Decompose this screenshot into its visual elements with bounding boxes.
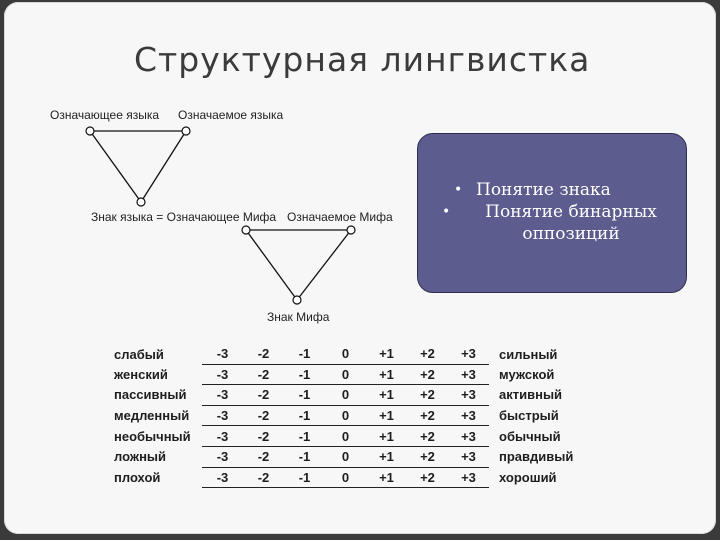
scale-value: +3 bbox=[448, 385, 489, 406]
scale-value: 0 bbox=[325, 385, 366, 406]
triangle-node bbox=[347, 226, 355, 234]
scale-value: +1 bbox=[366, 426, 407, 447]
scale-value: -3 bbox=[202, 364, 243, 385]
triangle-edge bbox=[246, 230, 297, 300]
triangle-node bbox=[242, 226, 250, 234]
label-language-signified: Означаемое языка bbox=[178, 108, 284, 122]
triangle-edge bbox=[297, 230, 351, 300]
scale-value: +1 bbox=[366, 405, 407, 426]
opposition-table bbox=[114, 344, 589, 488]
scale-value: +3 bbox=[448, 446, 489, 467]
left-pole-word: слабый bbox=[114, 346, 164, 362]
scale-value: +3 bbox=[448, 344, 489, 364]
right-pole-word: обычный bbox=[499, 428, 561, 444]
opposition-row bbox=[114, 405, 589, 426]
scale-value: 0 bbox=[325, 344, 366, 364]
scale-value: +2 bbox=[407, 405, 448, 426]
scale-value: +2 bbox=[407, 364, 448, 385]
scale-value: -1 bbox=[284, 364, 325, 385]
left-pole-word: медленный bbox=[114, 408, 190, 424]
scale-value: -1 bbox=[284, 446, 325, 467]
scale-value: +2 bbox=[407, 446, 448, 467]
scale-value: +2 bbox=[407, 467, 448, 488]
scale-value: +3 bbox=[448, 364, 489, 385]
opposition-row bbox=[114, 426, 589, 447]
right-pole-word: сильный bbox=[499, 346, 558, 362]
scale-value: -3 bbox=[202, 344, 243, 364]
opposition-row bbox=[114, 364, 589, 385]
triangle-node bbox=[137, 198, 145, 206]
scale-value: +3 bbox=[448, 426, 489, 447]
left-pole-word: плохой bbox=[114, 469, 161, 485]
triangle-node bbox=[182, 127, 190, 135]
scale-value: -2 bbox=[243, 344, 284, 364]
scale-value: -2 bbox=[243, 385, 284, 406]
bullet-dot-icon: • bbox=[454, 182, 463, 198]
scale-value: -3 bbox=[202, 385, 243, 406]
left-pole-word: пассивный bbox=[114, 387, 187, 403]
scale-value: -1 bbox=[284, 426, 325, 447]
scale-value: +3 bbox=[448, 467, 489, 488]
scale-value: +1 bbox=[366, 364, 407, 385]
triangle-node bbox=[86, 127, 94, 135]
right-pole-word: хороший bbox=[499, 469, 557, 485]
bullet-dot-icon: • bbox=[442, 204, 451, 220]
label-language-sign-myth-signifier: Знак языка = Означающее Мифа bbox=[91, 210, 277, 224]
scale-value: -2 bbox=[243, 467, 284, 488]
scale-value: +1 bbox=[366, 467, 407, 488]
bullet-item bbox=[442, 201, 682, 245]
scale-value: 0 bbox=[325, 467, 366, 488]
right-pole-word: мужской bbox=[499, 366, 555, 382]
scale-value: +2 bbox=[407, 426, 448, 447]
label-myth-sign: Знак Мифа bbox=[267, 310, 330, 324]
opposition-row bbox=[114, 446, 589, 467]
label-myth-signified: Означаемое Мифа bbox=[287, 210, 393, 224]
slide-title: Структурная лингвистка bbox=[134, 40, 591, 79]
opposition-row bbox=[114, 385, 589, 406]
scale-value: -3 bbox=[202, 405, 243, 426]
bullet-text: Понятие знака bbox=[476, 180, 611, 200]
scale-value: +1 bbox=[366, 385, 407, 406]
concepts-callout bbox=[417, 133, 687, 293]
scale-value: -2 bbox=[243, 364, 284, 385]
left-pole-word: женский bbox=[114, 366, 168, 382]
right-pole-word: быстрый bbox=[499, 408, 559, 424]
triangle-edge bbox=[141, 131, 186, 202]
scale-value: -1 bbox=[284, 405, 325, 426]
scale-value: -2 bbox=[243, 405, 284, 426]
semantic-differential-scale bbox=[114, 344, 594, 488]
scale-value: -1 bbox=[284, 467, 325, 488]
scale-value: +2 bbox=[407, 344, 448, 364]
triangle-node bbox=[293, 296, 301, 304]
scale-value: 0 bbox=[325, 446, 366, 467]
scale-value: 0 bbox=[325, 364, 366, 385]
scale-value: +2 bbox=[407, 385, 448, 406]
scale-value: -3 bbox=[202, 426, 243, 447]
scale-value: 0 bbox=[325, 405, 366, 426]
opposition-row bbox=[114, 344, 589, 364]
triangle-edge bbox=[90, 131, 141, 202]
scale-value: +1 bbox=[366, 446, 407, 467]
slide bbox=[4, 2, 716, 534]
scale-value: -1 bbox=[284, 344, 325, 364]
scale-value: -3 bbox=[202, 467, 243, 488]
left-pole-word: ложный bbox=[114, 449, 167, 465]
left-pole-word: необычный bbox=[114, 428, 191, 444]
bullet-text: Понятие бинарных оппозиций bbox=[485, 202, 657, 244]
scale-value: +1 bbox=[366, 344, 407, 364]
scale-value: -1 bbox=[284, 385, 325, 406]
right-pole-word: правдивый bbox=[499, 449, 574, 465]
bullet-item bbox=[454, 179, 682, 201]
scale-value: -2 bbox=[243, 426, 284, 447]
opposition-row bbox=[114, 467, 589, 488]
concept-list bbox=[442, 179, 682, 245]
right-pole-word: активный bbox=[499, 387, 563, 403]
scale-value: -2 bbox=[243, 446, 284, 467]
label-language-signifier: Означающее языка bbox=[50, 108, 160, 122]
scale-value: 0 bbox=[325, 426, 366, 447]
scale-value: +3 bbox=[448, 405, 489, 426]
scale-value: -3 bbox=[202, 446, 243, 467]
